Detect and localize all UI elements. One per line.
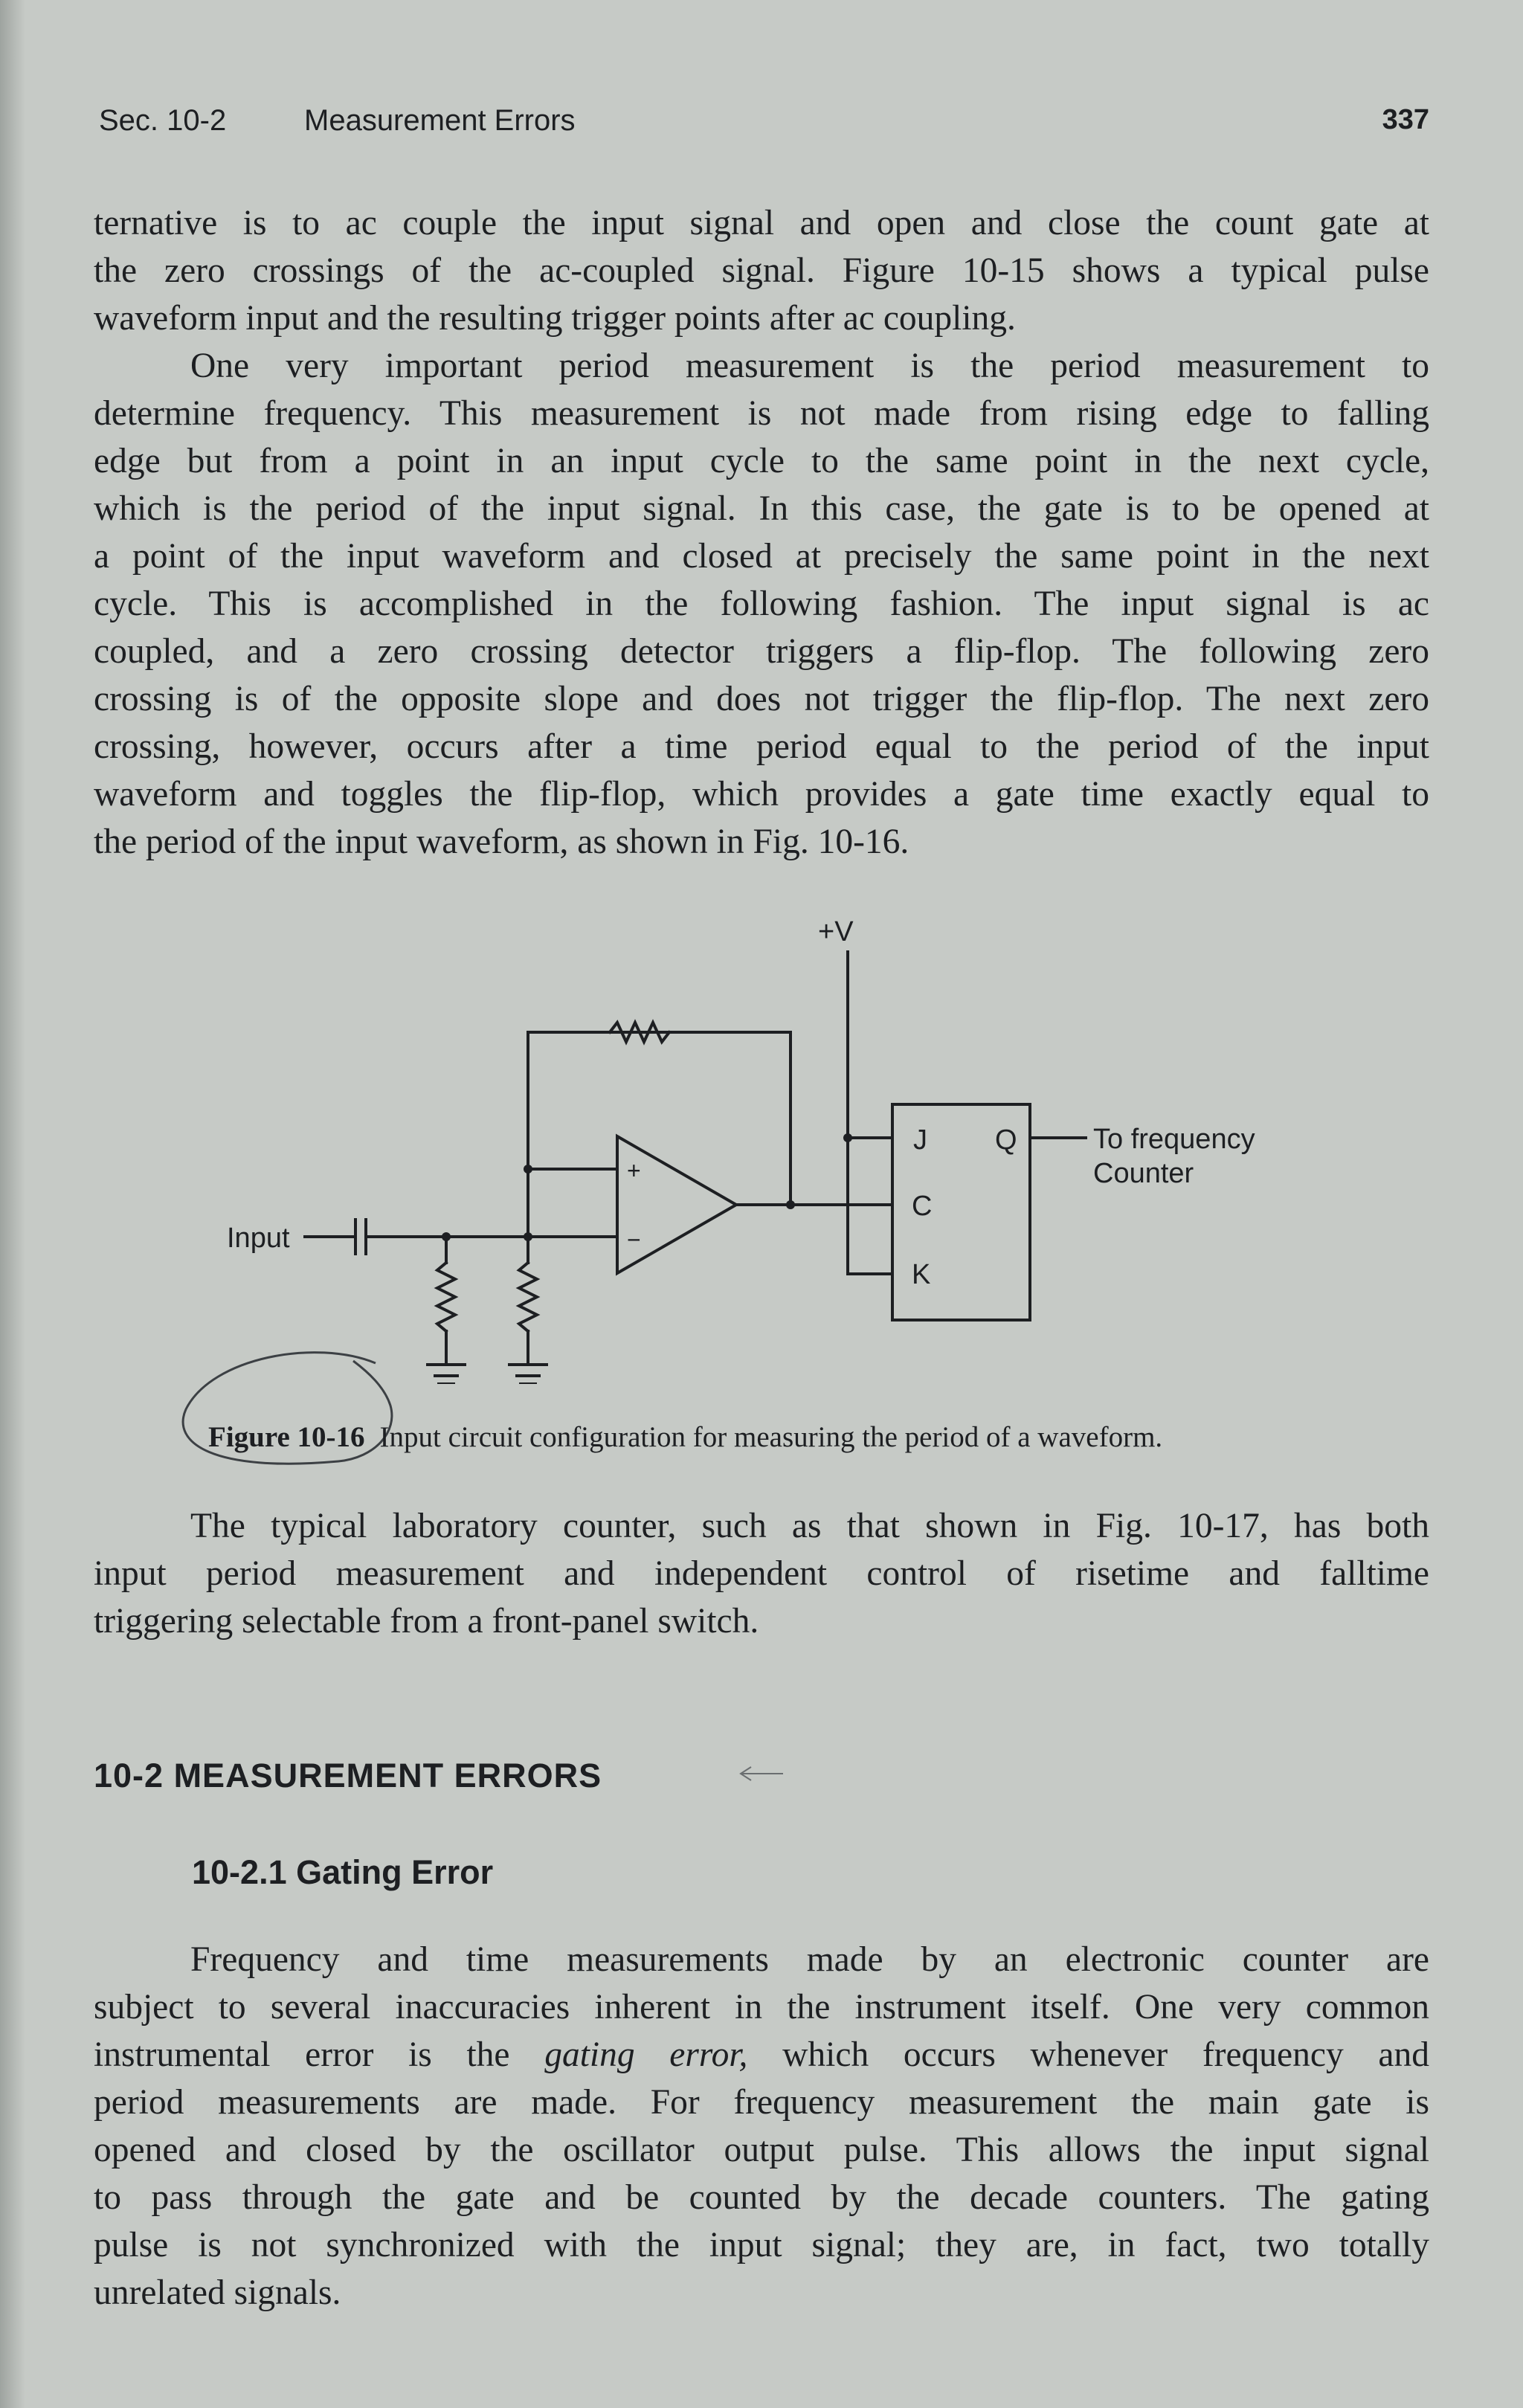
page-edge-shadow <box>0 0 25 2408</box>
text-line: opened and closed by the oscillator output pulse. This allows the input signal <box>94 2131 1429 2169</box>
text-line: waveform input and the resulting trigger points after ac coupling. <box>94 299 1016 338</box>
junction-dot <box>524 1232 532 1241</box>
opamp-minus-label: − <box>627 1226 641 1253</box>
ff-k-label: K <box>912 1259 931 1290</box>
text-line: crossing, however, occurs after a time period equal to the period of the input <box>94 727 1429 766</box>
text-run: instrumental error is the <box>94 2035 545 2074</box>
text-line: which is the period of the input signal. In this case, the gate is to be opened at <box>94 489 1429 528</box>
text-line: input period measurement and independent control of risetime and falltime <box>94 1554 1429 1593</box>
paragraph <box>94 1936 1429 2317</box>
text-line: unrelated signals. <box>94 2273 341 2312</box>
junction-dot <box>524 1165 532 1174</box>
text-line: The typical laboratory counter, such as that shown in Fig. 10-17, has both <box>190 1507 1429 1545</box>
text-line: determine frequency. This measurement is not made from rising edge to falling <box>94 394 1429 433</box>
page-number: 337 <box>1382 104 1429 135</box>
term-gating-error: gating error, <box>544 2035 748 2074</box>
junction-dot <box>786 1200 795 1209</box>
text-line <box>94 2031 1429 2079</box>
paragraph-continuation <box>94 199 1429 866</box>
output-label-line2: Counter <box>1093 1158 1194 1189</box>
junction-dot <box>843 1133 852 1142</box>
text-line: period measurements are made. For frequency measurement the main gate is <box>94 2083 1429 2122</box>
text-line: ternative is to ac couple the input signal and open and close the count gate at <box>94 204 1429 242</box>
text-line: to pass through the gate and be counted by the decade counters. The gating <box>94 2178 1429 2217</box>
paragraph <box>94 1502 1429 1645</box>
text-line: pulse is not synchronized with the input signal; they are, in fact, two totally <box>94 2226 1429 2264</box>
input-resistor-1 <box>437 1263 455 1331</box>
ff-j-label: J <box>913 1124 927 1156</box>
text-line: the period of the input waveform, as shown in Fig. 10-16. <box>94 822 909 861</box>
section-heading: 10-2 MEASUREMENT ERRORS <box>94 1757 602 1794</box>
text-line: the zero crossings of the ac-coupled signal. Figure 10-15 shows a typical pulse <box>94 251 1429 290</box>
input-label: Input <box>227 1223 290 1254</box>
text-run: which occurs whenever frequency and <box>747 2035 1429 2074</box>
text-line: a point of the input waveform and closed at precisely the same point in the next <box>94 537 1429 576</box>
text-line: edge but from a point in an input cycle to the same point in the next cycle, <box>94 442 1429 480</box>
text-line: One very important period measurement is the period measurement to <box>190 347 1429 385</box>
output-label-line1: To frequency <box>1093 1124 1255 1155</box>
ff-c-label: C <box>912 1191 933 1222</box>
text-line: coupled, and a zero crossing detector triggers a flip-flop. The following zero <box>94 632 1429 671</box>
section-label: Sec. 10-2 <box>99 104 227 137</box>
pencil-arrow-mark <box>735 1762 787 1785</box>
supply-label: +V <box>818 916 854 947</box>
section-title: Measurement Errors <box>304 104 576 137</box>
text-line: triggering selectable from a front-panel switch. <box>94 1602 759 1641</box>
ff-q-label: Q <box>995 1124 1017 1156</box>
figure-caption-label: Figure 10-16 <box>208 1421 365 1453</box>
text-line: Frequency and time measurements made by an electronic counter are <box>190 1940 1429 1979</box>
running-header <box>99 104 1429 149</box>
junction-dot <box>442 1232 451 1241</box>
figure-caption-text: Input circuit configuration for measuring the period of a waveform. <box>379 1421 1163 1453</box>
opamp-plus-label: + <box>627 1157 641 1184</box>
text-line: waveform and toggles the flip-flop, which provides a gate time exactly equal to <box>94 775 1429 814</box>
pen-circle-annotation <box>167 1342 420 1484</box>
text-line: cycle. This is accomplished in the following fashion. The input signal is ac <box>94 585 1429 623</box>
text-line: crossing is of the opposite slope and does not trigger the flip-flop. The next zero <box>94 680 1429 718</box>
figure-caption <box>208 1420 1162 1454</box>
input-resistor-2 <box>519 1263 537 1331</box>
subsection-heading: 10-2.1 Gating Error <box>192 1853 494 1891</box>
text-line: subject to several inaccuracies inherent in the instrument itself. One very common <box>94 1988 1429 2026</box>
